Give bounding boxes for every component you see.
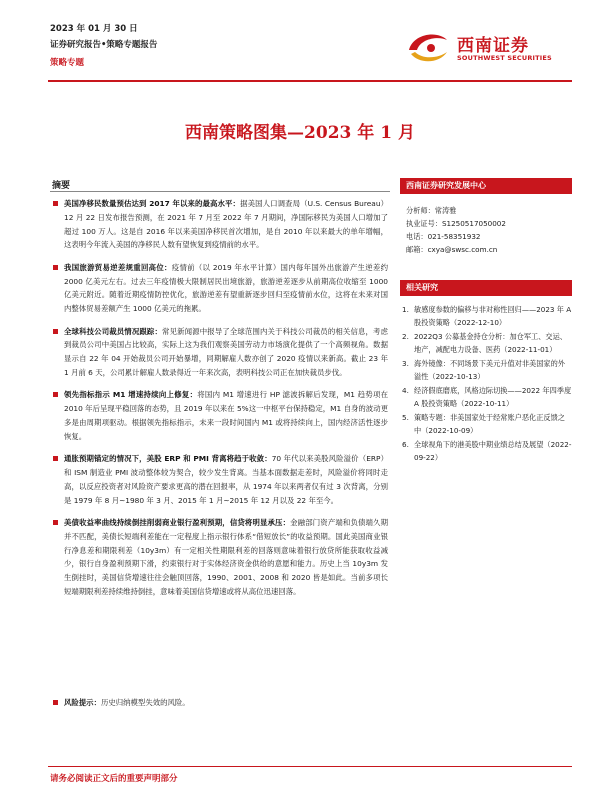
item-number: 3. (402, 359, 409, 368)
logo-name-cn: 西南证券 (457, 36, 529, 56)
risk-warning (52, 697, 388, 708)
item-number: 1. (402, 305, 409, 314)
bullet-text: 据美国人口调查局（U.S. Census Bureau）12 月 22 日发布报告预测，在 2021 年 7 月至 2022 年 7 月期间，净国际移民为美国人口增加了超过 100 万人。这是自 2016 年以来美国净移民首次增加，是自 2010 年以来最大的单年增幅，这表明今年流入美国的净移民人数有望恢复到疫情前的水平。 (64, 199, 389, 250)
bullet-lead: 通胀预期锚定的情况下，美股 ERP 和 PMI 背离将趋于收敛： (64, 454, 272, 464)
analyst-email[interactable]: 邮箱：cxya@swsc.com.cn (406, 245, 498, 254)
analyst-contact (400, 194, 572, 280)
bullet-lead: 美债收益率曲线持续倒挂削弱商业银行盈利预期，信贷将明显承压： (64, 517, 291, 527)
item-text: 2022Q3 公募基金持仓分析：加仓军工、交运、地产，减配电力设备、医药（2022-11-01） (414, 332, 567, 354)
bullet-text: 70 年代以来美股风险溢价（ERP）和 ISM 制造业 PMI 波动整体较为契合，较少发生背离。当基本面数据走差时，风险溢价将同时走高，以反应投资者对风险资产要求更高的潜在回报率，从 1974 年以来两者仅有过 3 次背离，分别是 1979 年 8 月~1980 年 3 月、2015 年 1 月~2015 年 12 月以及 22 年至今。 (64, 454, 388, 505)
company-logo (405, 28, 570, 70)
item-text: 经济假底磨底，风格边际切换——2022 年四季度 A 股投资策略（2022-10-11） (414, 386, 572, 408)
bullet-lead: 美国净移民数量预估达到 2017 年以来的最高水平： (64, 199, 241, 208)
analyst-name: 分析师：常涛雅 (406, 206, 457, 215)
report-date: 2023 年 01 月 30 日 (50, 24, 138, 34)
team-heading: 西南证券研究发展中心 (400, 178, 572, 194)
item-text: 全球视角下的港美股中期业绩总结及展望（2022-09-22） (414, 440, 572, 462)
bullet-lead: 领先指标指示 M1 增速持续向上修复： (64, 390, 198, 400)
bullet-lead: 全球科技公司裁员情况跟踪： (64, 326, 162, 336)
report-title: 西南策略图集—2023 年 1 月 (185, 123, 415, 143)
report-type: 证券研究报告•策略专题报告 (50, 40, 158, 50)
related-research-heading: 相关研究 (400, 280, 572, 296)
bullet-text: 常见新闻源中报导了全球范围内关于科技公司裁员的相关信息，考虑到裁员公司中美国占比较高，实际上这为我们观察美国劳动力市场演化提供了一个高频视角。数据显示自 22 年 04 开始裁员公司开始暴增，同期解雇人数亦创了 2020 疫情以来新高。截止 23 年 1 月前 6 天，公司累计解雇人数录得近一年来次高，表明科技公司正在加快裁员步伐。 (64, 326, 388, 377)
abstract-bullet (52, 516, 388, 599)
item-number: 5. (402, 413, 409, 422)
item-number: 2. (402, 332, 409, 341)
abstract-bullet (52, 197, 388, 252)
abstract-bullet (52, 261, 388, 316)
sidebar (400, 178, 572, 466)
related-research-item[interactable] (402, 358, 572, 383)
related-research-item[interactable] (402, 385, 572, 410)
bullet-text: 疫情前（以 2019 年水平计算）国内每年国外出旅游产生逆差约 2000 亿美元左右。过去三年疫情极大限制居民出境旅游，旅游逆差逐步从前期高位收缩至 1000 亿美元附近。随着近期疫情防控优化，旅游逆差有望重新逐步回归至疫情前水位，这将在未来对国内整体贸易差额产生 1000 亿美元的拖累。 (64, 262, 388, 314)
header-divider (48, 80, 572, 82)
abstract-bullet (52, 452, 388, 507)
abstract-divider (50, 191, 390, 192)
report-topic: 策略专题 (50, 58, 85, 68)
report-header (50, 22, 157, 68)
logo-name-en: SOUTHWEST SECURITIES (457, 54, 552, 62)
item-text: 海外镜像：不同场景下美元升值对非美国家的外溢性（2022-10-13） (414, 359, 565, 381)
bullet-text: 将国内 M1 增速进行 HP 滤波拆解后发现，M1 趋势项在 2010 年后呈现平稳回落的态势，且 2019 年以来在 5%这一中枢平台保持稳定，M1 自身的波动更多是由周期项驱动。根据领先指标指示，未来一段时间国内 M1 或将持续向上，国内经济活性逐步恢复。 (64, 390, 388, 441)
abstract-bullet (52, 388, 388, 443)
footer-notice: 请务必阅读正文后的重要声明部分 (50, 774, 178, 784)
bullet-lead: 我国旅游贸易逆差规重回高位： (64, 262, 172, 272)
analyst-license: 执业证号：S1250517050002 (406, 219, 506, 228)
item-text: 敏感度参数的偏移与非对称性回归——2023 年 A 股投资策略（2022-12-10） (414, 305, 572, 327)
item-number: 6. (402, 440, 409, 449)
abstract-bullet-list (52, 197, 388, 607)
abstract-bullet (52, 325, 388, 380)
logo-swirl-icon (405, 28, 451, 68)
analyst-phone: 电话：021-58351932 (406, 232, 481, 241)
related-research-item[interactable] (402, 412, 572, 437)
risk-lead: 风险提示： (64, 698, 101, 707)
item-text: 策略专题：非美国家处于经常账户恶化正反馈之中（2022-10-09） (414, 413, 565, 435)
related-research-item[interactable] (402, 331, 572, 356)
footer-divider (48, 766, 572, 767)
related-research-item[interactable] (402, 304, 572, 329)
item-number: 4. (402, 386, 409, 395)
related-research-list (400, 296, 572, 464)
abstract-heading: 摘要 (52, 181, 71, 191)
bullet-text: 金融部门资产端和负债端久期并不匹配，美债长短端利差能在一定程度上指示银行体系“借短放长”的收益预期。国此美国商业银行净息差和期限利差（10y3m）有一定相关性期限利差的回落则意味着银行放贷所能获取收益减少，银行自身盈利预期下滑，约束银行对于实体经济资金供给的意愿和能力。历史上当 10y3m 发生倒挂时，美国信贷增速往往会触顶回落，1990、2001、2008 和 2020 皆是如此。当前多项长短端期限利差持续维持倒挂，意味着美国信贷增速或将从高位迅速回落。 (64, 517, 388, 596)
risk-text: 历史归纳模型失效的风险。 (100, 698, 190, 707)
related-research-item[interactable] (402, 439, 572, 464)
